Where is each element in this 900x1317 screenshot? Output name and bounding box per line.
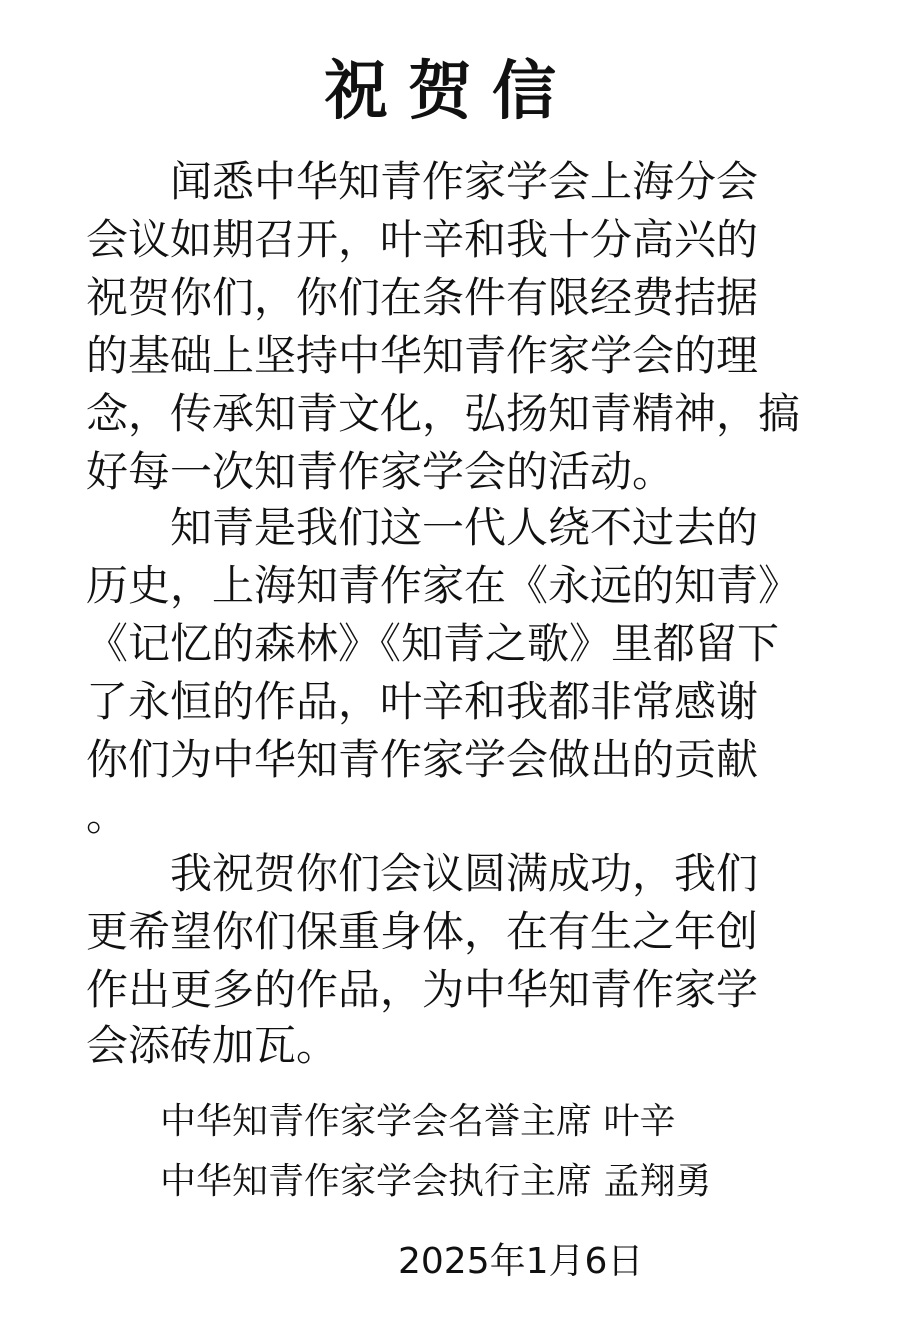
- paragraph-2-line-4: 了永恒的作品，叶辛和我都非常感谢: [86, 677, 759, 726]
- letter-date: 2025年1月6日: [398, 1241, 644, 1282]
- letter-title: 祝贺信: [324, 54, 576, 129]
- paragraph-3-line-3: 作出更多的作品，为中华知青作家学: [86, 965, 759, 1014]
- paragraph-2-line-2: 历史，上海知青作家在《永远的知青》: [86, 561, 801, 610]
- paragraph-3-line-2: 更希望你们保重身体，在有生之年创: [86, 907, 759, 956]
- paragraph-1-line-2: 会议如期召开，叶辛和我十分高兴的: [86, 215, 759, 264]
- paragraph-1-line-1: 闻悉中华知青作家学会上海分会: [170, 157, 759, 206]
- signature-executive-chair: 中华知青作家学会执行主席 孟翔勇: [160, 1161, 712, 1202]
- paragraph-1-line-3: 祝贺你们，你们在条件有限经费拮据: [86, 273, 759, 322]
- signature-honorary-chair: 中华知青作家学会名誉主席 叶辛: [160, 1101, 676, 1142]
- paragraph-2-line-1: 知青是我们这一代人绕不过去的: [170, 503, 759, 552]
- paragraph-1-line-4: 的基础上坚持中华知青作家学会的理: [86, 331, 759, 380]
- paragraph-3-line-1: 我祝贺你们会议圆满成功，我们: [170, 849, 759, 898]
- paragraph-1-line-6: 好每一次知青作家学会的活动。: [86, 447, 675, 496]
- paragraph-2-line-5: 你们为中华知青作家学会做出的贡献: [86, 735, 759, 784]
- paragraph-3-line-4: 会添砖加瓦。: [86, 1021, 339, 1070]
- paragraph-2-line-6: 。: [86, 791, 129, 840]
- paragraph-1-line-5: 念，传承知青文化，弘扬知青精神，搞: [86, 389, 801, 438]
- paragraph-2-line-3: 《记忆的森林》《知青之歌》里都留下: [86, 619, 780, 668]
